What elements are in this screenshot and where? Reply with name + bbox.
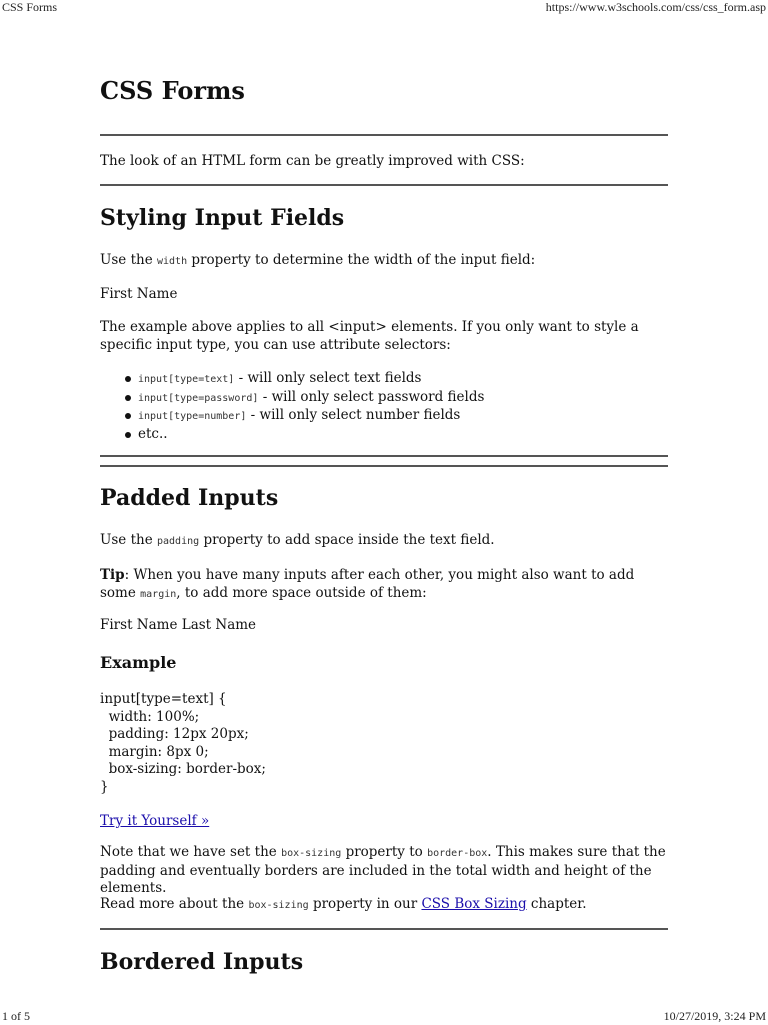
styling-input-fields-heading: Styling Input Fields bbox=[100, 205, 345, 231]
padding-code: padding bbox=[157, 536, 200, 547]
width-property-text: Use the width property to determine the width of the input field: bbox=[100, 252, 536, 268]
page-number: 1 of 5 bbox=[2, 1009, 30, 1023]
code-line: input[type=text] { bbox=[100, 691, 227, 707]
padded-inputs-heading: Padded Inputs bbox=[100, 485, 279, 511]
code-example bbox=[100, 691, 266, 796]
try-it-yourself-link[interactable]: Try it Yourself » bbox=[100, 813, 210, 829]
page-title: CSS Forms bbox=[100, 76, 245, 105]
code-line: box-sizing: border-box; bbox=[100, 761, 266, 777]
divider bbox=[100, 465, 668, 467]
example-heading: Example bbox=[100, 653, 177, 672]
box-sizing-read-more: Read more about the box-sizing property in our CSS Box Sizing chapter. bbox=[100, 896, 587, 912]
code-line: width: 100%; bbox=[100, 708, 200, 725]
margin-code: margin bbox=[140, 588, 177, 600]
list-item: input[type=number] - will only select number fields bbox=[100, 407, 668, 426]
code-line: margin: 8px 0; bbox=[100, 743, 209, 760]
tip-label: Tip bbox=[100, 567, 125, 583]
bordered-inputs-heading: Bordered Inputs bbox=[100, 949, 304, 975]
bullet-icon bbox=[125, 376, 131, 382]
list-item: etc.. bbox=[100, 426, 668, 444]
divider bbox=[100, 134, 668, 136]
first-name-label: First Name bbox=[100, 286, 178, 302]
selector-list bbox=[100, 370, 668, 443]
box-sizing-note: Note that we have set the box-sizing property to border-box. This makes sure that the padding and eventually borders are included in the total width and height of the elements. bbox=[100, 844, 666, 896]
padding-property-text: Use the padding property to add space inside the text field. bbox=[100, 532, 495, 548]
code-line: padding: 12px 20px; bbox=[100, 726, 249, 742]
tip-text: Tip: When you have many inputs after each other, you might also want to add some margin, to add more space outside of them: bbox=[100, 567, 635, 601]
print-footer bbox=[0, 1009, 768, 1025]
print-header-url: https://www.w3schools.com/css/css_form.asp bbox=[545, 0, 766, 14]
css-box-sizing-link[interactable]: CSS Box Sizing bbox=[421, 896, 527, 912]
intro-text: The look of an HTML form can be greatly improved with CSS: bbox=[100, 153, 525, 169]
bullet-icon bbox=[125, 413, 131, 419]
list-item: input[type=text] - will only select text fields bbox=[100, 370, 668, 389]
print-header bbox=[0, 0, 768, 16]
try-it-yourself-wrapper bbox=[100, 810, 209, 829]
width-code: width bbox=[157, 256, 188, 267]
name-labels: First Name Last Name bbox=[100, 617, 257, 633]
attribute-selectors-text: The example above applies to all <input> elements. If you only want to style a specific input type, you can use attribute selectors: bbox=[100, 319, 639, 353]
list-item: input[type=password] - will only select password fields bbox=[100, 389, 668, 408]
code-line: } bbox=[100, 778, 109, 795]
print-header-title: CSS Forms bbox=[2, 0, 58, 14]
bullet-icon bbox=[125, 395, 131, 401]
divider bbox=[100, 928, 668, 930]
print-datetime: 10/27/2019, 3:24 PM bbox=[663, 1009, 766, 1023]
divider bbox=[100, 455, 668, 457]
bullet-icon bbox=[125, 432, 131, 438]
divider bbox=[100, 184, 668, 186]
